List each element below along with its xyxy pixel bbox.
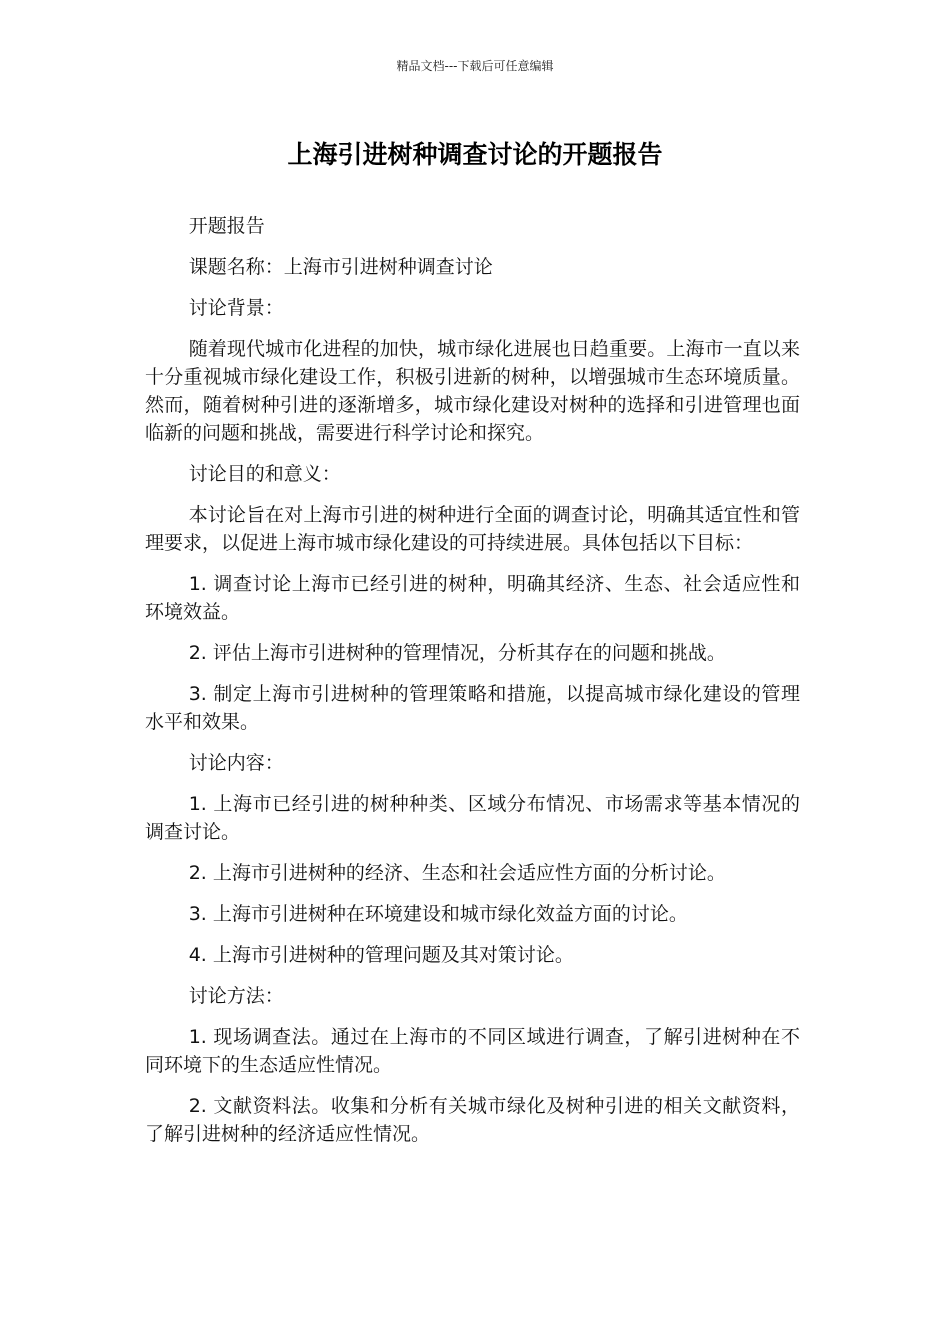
purpose-paragraph: 本讨论旨在对上海市引进的树种进行全面的调查讨论，明确其适宜性和管理要求，以促进上海市城市绿化建设的可持续进展。具体包括以下目标： — [145, 504, 800, 554]
heading-content: 讨论内容： — [188, 752, 284, 774]
content-item: 3. 上海市引进树种在环境建设和城市绿化效益方面的讨论。 — [188, 903, 688, 925]
header-note: 精品文档---下载后可任意编辑 — [396, 59, 554, 73]
topic-name: 课题名称：上海市引进树种调查讨论 — [188, 256, 493, 278]
purpose-item: 3. 制定上海市引进树种的管理策略和措施，以提高城市绿化建设的管理水平和效果。 — [145, 683, 800, 733]
content-item: 1. 上海市已经引进的树种种类、区域分布情况、市场需求等基本情况的调查讨论。 — [145, 793, 800, 843]
heading-purpose: 讨论目的和意义： — [188, 463, 341, 485]
heading-background: 讨论背景： — [188, 297, 284, 319]
method-item: 2. 文献资料法。收集和分析有关城市绿化及树种引进的相关文献资料，了解引进树种的经济适应性情况。 — [145, 1095, 800, 1145]
method-item: 1. 现场调查法。通过在上海市的不同区域进行调查，了解引进树种在不同环境下的生态适应性情况。 — [145, 1026, 800, 1076]
content-item: 2. 上海市引进树种的经济、生态和社会适应性方面的分析讨论。 — [188, 862, 726, 884]
document-title: 上海引进树种调查讨论的开题报告 — [287, 140, 663, 169]
purpose-item: 2. 评估上海市引进树种的管理情况，分析其存在的问题和挑战。 — [188, 642, 726, 664]
section-label-report: 开题报告 — [188, 215, 265, 237]
purpose-item: 1. 调查讨论上海市已经引进的树种，明确其经济、生态、社会适应性和环境效益。 — [145, 573, 800, 623]
background-paragraph: 随着现代城市化进程的加快，城市绿化进展也日趋重要。上海市一直以来十分重视城市绿化建设工作，积极引进新的树种，以增强城市生态环境质量。然而，随着树种引进的逐渐增多，城市绿化建设对树种的选择和引进管理也面临新的问题和挑战，需要进行科学讨论和探究。 — [145, 338, 800, 444]
heading-methods: 讨论方法： — [188, 985, 284, 1007]
document-body — [145, 212, 800, 1161]
content-item: 4. 上海市引进树种的管理问题及其对策讨论。 — [188, 944, 574, 966]
